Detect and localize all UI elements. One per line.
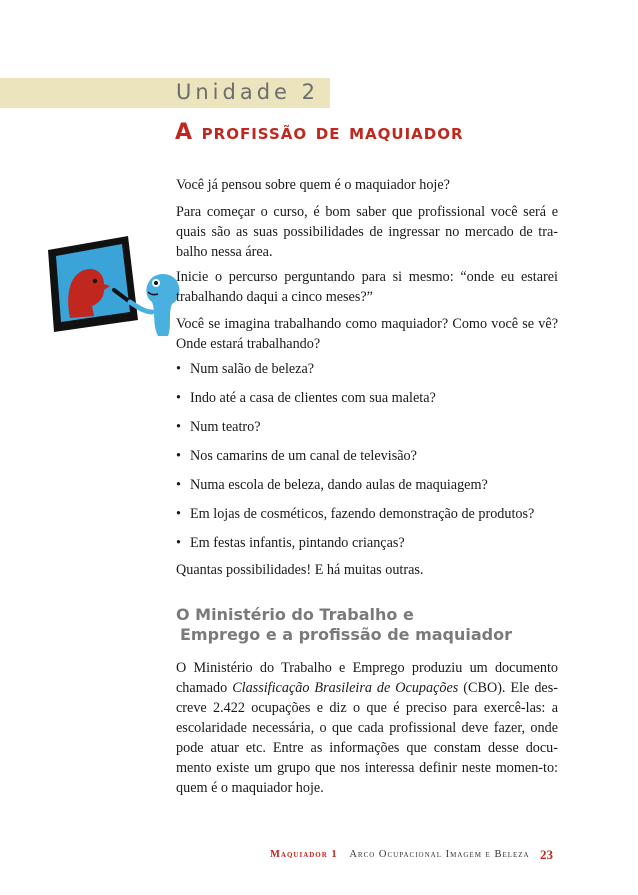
section-heading	[176, 605, 512, 645]
list-item: • Nos camarins de um canal de televisão?	[176, 448, 417, 464]
bullet-icon: •	[176, 535, 181, 551]
section-heading-line-1: O Ministério do Trabalho e	[176, 605, 414, 624]
intro-paragraph-3: Inicie o percurso perguntando para si mesmo: “onde eu estarei trabalhando daqui a cinco meses?”	[176, 269, 558, 305]
list-item: • Indo até a casa de clientes com sua maleta?	[176, 390, 436, 406]
blue-character	[146, 274, 179, 336]
bullet-icon: •	[176, 448, 181, 464]
page-title: A profissão de maquiador	[175, 120, 464, 145]
section-paragraph: O Ministério do Trabalho e Emprego produziu um documento chamado Classificação Brasileira de Ocupações (CBO). Ele des-creve 2.422 ocupações e diz o que é preciso para exercê-las: a escolaridade necessária, o que cada profissional deve fazer, onde pode atuar etc. Entre as informações que constam desse docu-mento existe um grupo que nos interessa definir neste momen-to: quem é o maquiador hoje.	[176, 660, 558, 796]
closing-paragraph: Quantas possibilidades! E há muitas outras.	[176, 562, 424, 578]
intro-paragraph-2: Para começar o curso, é bom saber que profissional você será e quais são as suas possibilidades de ingressar no mercado de tra-balho nessa área.	[176, 204, 558, 260]
unit-label: Unidade 2	[176, 80, 319, 104]
footer-arc: Arco Ocupacional Imagem e Beleza	[349, 849, 530, 860]
list-item: • Numa escola de beleza, dando aulas de maquiagem?	[176, 477, 488, 493]
list-item: • Em lojas de cosméticos, fazendo demonstração de produtos?	[176, 506, 535, 522]
cbo-title: Classificação Brasileira de Ocupações	[232, 680, 459, 696]
bullet-icon: •	[176, 506, 181, 522]
list-item: • Num teatro?	[176, 419, 261, 435]
list-item: • Num salão de beleza?	[176, 361, 315, 377]
bullet-icon: •	[176, 419, 181, 435]
page-number: 23	[540, 847, 553, 862]
bullet-icon: •	[176, 361, 181, 377]
page-footer	[270, 847, 553, 862]
list-item: • Em festas infantis, pintando crianças?	[176, 535, 405, 551]
footer-course: Maquiador 1	[270, 849, 338, 860]
workplace-options-list	[176, 359, 566, 562]
bullet-icon: •	[176, 477, 181, 493]
intro-paragraph-1: Você já pensou sobre quem é o maquiador hoje?	[176, 177, 450, 193]
mirror-makeup-icon	[40, 228, 190, 348]
section-heading-line-2: Emprego e a profissão de maquiador	[180, 625, 513, 644]
intro-paragraph-4: Você se imagina trabalhando como maquiador? Como você se vê? Onde estará trabalhando?	[176, 316, 558, 352]
bullet-icon: •	[176, 390, 181, 406]
